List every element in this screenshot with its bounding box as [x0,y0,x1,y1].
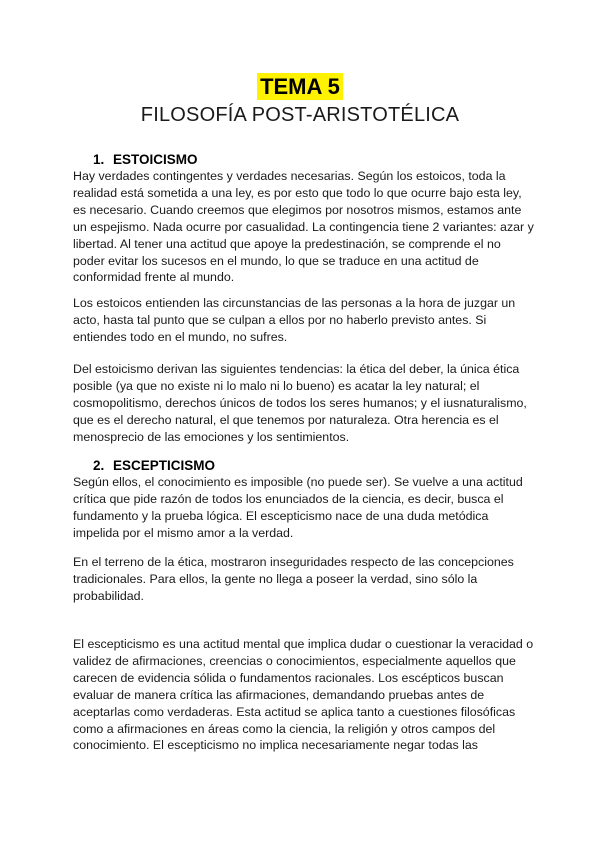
paragraph: Hay verdades contingentes y verdades necesarias. Según los estoicos, toda la realidad está sometida a una ley, es por esto que todo lo que ocurre bajo esta ley, es necesario. Cuando creemos que elegimos por nosotros mismos, estamos ante un espejismo. Nada ocurre por casualidad. La contingencia tiene 2 variantes: azar y libertad. Al tener una actitud que apoye la predestinación, se comprende el no poder evitar los sucesos en el mundo, lo que se traduce en una actitud de conformidad frente al mundo. [73,169,534,285]
section-number: 2. [93,458,105,473]
paragraph: Los estoicos entienden las circunstancias de las personas a la hora de juzgar un acto, hasta tal punto que se culpan a ellos por no haberlo previsto antes. Si entiendes todo en el mundo, no sufres. [73,296,516,344]
section-title: ESCEPTICISMO [113,458,216,473]
page-subtitle: FILOSOFÍA POST-ARISTOTÉLICA [140,104,460,126]
section-number: 1. [93,152,105,167]
paragraph: Del estoicismo derivan las siguientes tendencias: la ética del deber, la única ética posible (ya que no existe ni lo malo ni lo bueno) es acatar la ley natural; el cosmopolitismo, derechos únicos de todos los seres humanos; y el iusnaturalismo, que es el derecho natural, el que tenemos por naturaleza. Otra herencia es el menosprecio de las emociones y los sentimientos. [73,362,527,444]
title-container [0,73,600,100]
paragraph: Según ellos, el conocimiento es imposible (no puede ser). Se vuelve a una actitud crítica que pide razón de todos los enunciados de la ciencia, es decir, busca el fundamento y la prueba lógica. El escepticismo nace de una duda metódica impelida por el mismo amor a la verdad. [73,475,523,540]
paragraph: El escepticismo es una actitud mental que implica dudar o cuestionar la veracidad o validez de afirmaciones, creencias o conocimientos, especialmente aquellos que carecen de evidencia sólida o fundamentos racionales. Los escépticos buscan evaluar de manera crítica las afirmaciones, demandando pruebas antes de aceptarlas como verdaderas. Esta actitud se aplica tanto a cuestiones filosóficas como a afirmaciones en áreas como la ciencia, la religión y otros campos del conocimiento. El escepticismo no implica necesariamente negar todas las [73,637,534,753]
section-heading-escepticismo [93,458,215,474]
section-title: ESTOICISMO [113,152,198,167]
page-title: TEMA 5 [257,73,343,100]
paragraph: En el terreno de la ética, mostraron inseguridades respecto de las concepciones tradicionales. Para ellos, la gente no llega a poseer la verdad, sino sólo la probabilidad. [73,555,514,603]
section-heading-estoicismo [93,152,198,168]
